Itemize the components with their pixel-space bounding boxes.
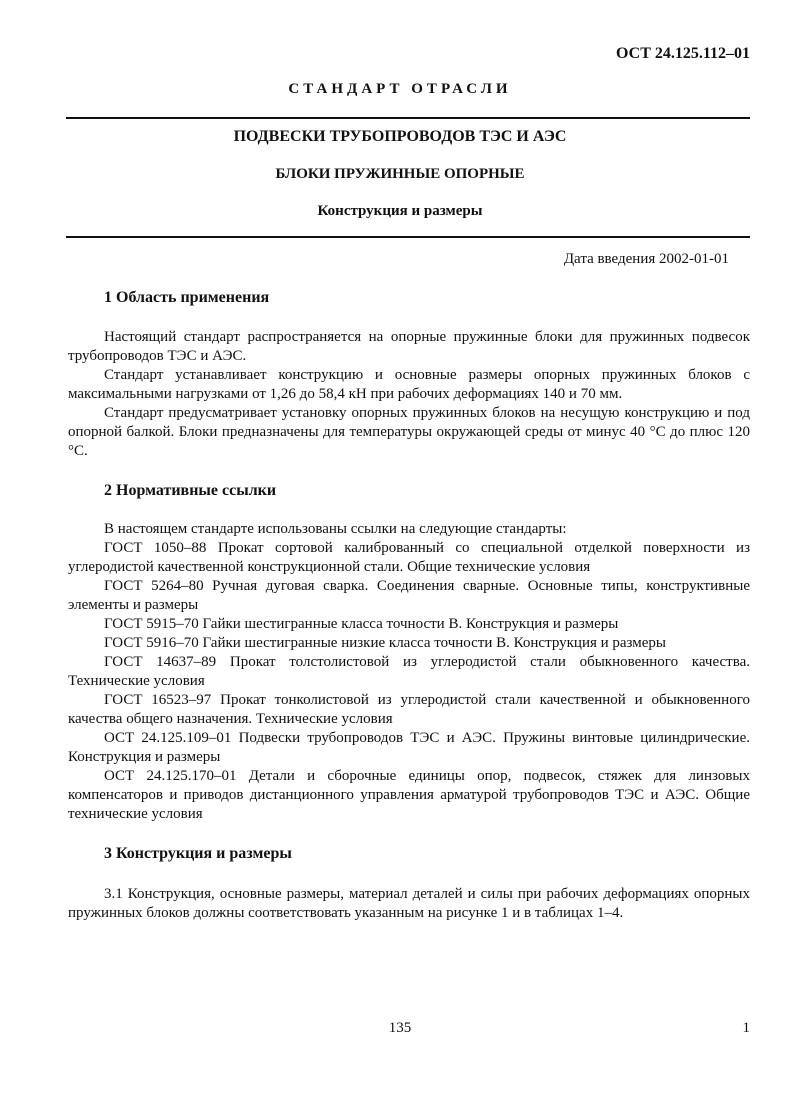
paragraph: 3.1 Конструкция, основные размеры, материал деталей и силы при рабочих деформациях опорных пружинных блоков должны соответствовать указанным на рисунке 1 и в таблицах 1–4. (68, 886, 750, 921)
reference-item: ГОСТ 5916–70 Гайки шестигранные низкие класса точности В. Конструкция и размеры (104, 635, 667, 651)
sheet-number: 1 (742, 1020, 750, 1036)
document-code: ОСТ 24.125.112–01 (616, 45, 750, 62)
reference-item: ГОСТ 5264–80 Ручная дуговая сварка. Соединения сварные. Основные типы, конструктивные элементы и размеры (68, 578, 750, 613)
document-subtitle: БЛОКИ ПРУЖИННЫЕ ОПОРНЫЕ (275, 166, 525, 182)
section-heading: 1 Область применения (104, 289, 270, 306)
document-title: ПОДВЕСКИ ТРУБОПРОВОДОВ ТЭС И АЭС (233, 128, 567, 145)
paragraph: Настоящий стандарт распространяется на опорные пружинные блоки для пружинных подвесок трубопроводов ТЭС и АЭС. (68, 329, 750, 364)
paragraph: В настоящем стандарте использованы ссылки на следующие стандарты: (104, 521, 567, 537)
section-construction-dimensions (68, 844, 750, 923)
paragraph: Стандарт устанавливает конструкцию и основные размеры опорных пружинных блоков с максимальными нагрузками от 1,26 до 58,4 кН при рабочих деформациях 140 и 70 мм. (68, 367, 750, 402)
reference-item: ОСТ 24.125.170–01 Детали и сборочные единицы опор, подвесок, стяжек для линзовых компенсаторов и приводов дистанционного управления арматурой трубопроводов ТЭС и АЭС. Общие технические условия (68, 768, 750, 822)
reference-item: ГОСТ 5915–70 Гайки шестигранные класса точности В. Конструкция и размеры (104, 616, 619, 632)
introduction-date: Дата введения 2002-01-01 (563, 251, 729, 267)
reference-item: ОСТ 24.125.109–01 Подвески трубопроводов ТЭС и АЭС. Пружины винтовые цилиндрические. Конструкция и размеры (68, 730, 750, 765)
reference-item: ГОСТ 1050–88 Прокат сортовой калиброванный со специальной отделкой поверхности из углеродистой качественной конструкционной стали. Общие технические условия (68, 540, 750, 575)
page-number: 135 (388, 1020, 412, 1036)
top-divider (66, 117, 750, 119)
standard-type-title: СТАНДАРТ ОТРАСЛИ (288, 81, 512, 97)
section-heading: 3 Конструкция и размеры (104, 845, 292, 862)
reference-item: ГОСТ 14637–89 Прокат толстолистовой из углеродистой стали обыкновенного качества. Технические условия (68, 654, 750, 689)
bottom-divider (66, 236, 750, 238)
paragraph: Стандарт предусматривает установку опорных пружинных блоков на несущую конструкцию и под опорной балкой. Блоки предназначены для температуры окружающей среды от минус 40 °С до плюс 120 °С. (68, 405, 750, 459)
document-body (68, 288, 750, 923)
section-heading: 2 Нормативные ссылки (104, 482, 277, 499)
document-subtitle-secondary: Конструкция и размеры (317, 203, 483, 219)
reference-item: ГОСТ 16523–97 Прокат тонколистовой из углеродистой стали качественной и обыкновенного качества общего назначения. Технические условия (68, 692, 750, 727)
section-normative-references (68, 481, 750, 824)
section-scope (68, 288, 750, 461)
